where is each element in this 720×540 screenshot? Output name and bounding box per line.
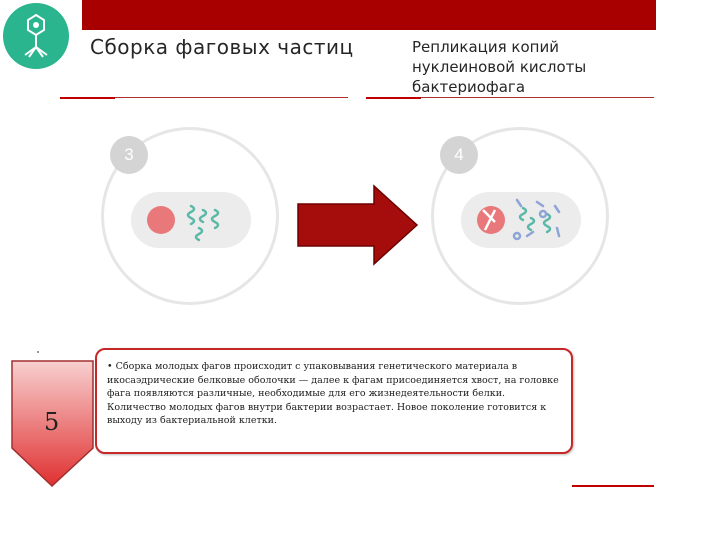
- description-text: • Сборка молодых фагов происходит с упаковывания генетического материала в икосаэдрические белковые оболочки — далее к фагам присоединяется хвост, на головке фага появляются различные, необходимые для его жизнедеятельности белки. Количество молодых фагов внутри бактерии возрастает. Новое поколение готовится к выходу из бактериальной клетки.: [107, 361, 559, 426]
- dna-icon: [188, 206, 218, 240]
- top-accent-bar: [82, 0, 656, 30]
- description-box: [95, 348, 573, 454]
- step-3-badge: 3: [110, 136, 148, 174]
- bottom-accent-line: [572, 485, 654, 487]
- step-5-number: 5: [44, 408, 60, 436]
- dot-mark: [37, 351, 39, 353]
- phage-logo-icon: [3, 3, 69, 69]
- step-4-badge: 4: [440, 136, 478, 174]
- page-title: Сборка фаговых частиц: [90, 35, 354, 59]
- bacterium-icon: [131, 192, 251, 248]
- divider-left-accent: [60, 97, 115, 99]
- bacterium-icon: [461, 192, 581, 248]
- section-title: Репликация копий нуклеиновой кислоты бактериофага: [412, 38, 587, 96]
- right-arrow-icon: [296, 184, 420, 270]
- divider-right-accent: [366, 97, 421, 99]
